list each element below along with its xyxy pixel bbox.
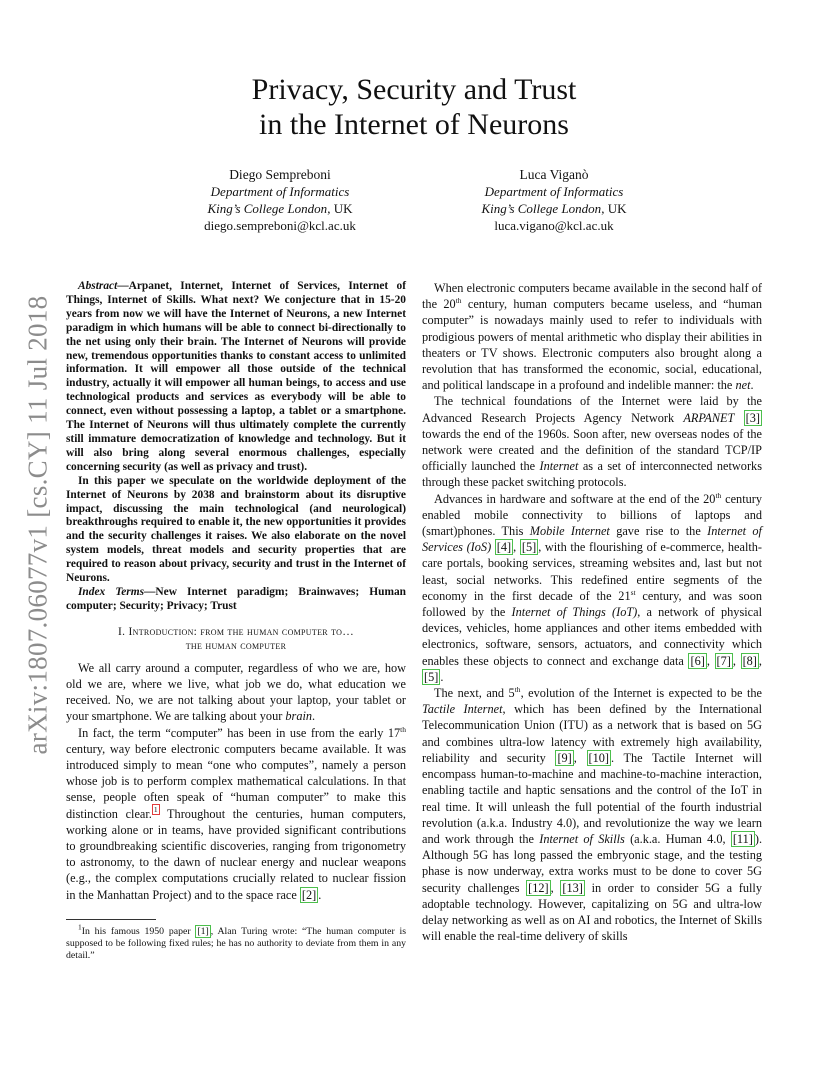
text: century, human computers became useless, and “human computer” is nowadays mainly used to refer to individuals with prodigious powers of mental arithmetic who display their abilities in theaters or TV shows. Electronic computers also brought along a revolution that has transformed the economic, social, educational, and political landscape in a profound and indelible manner: the <box>422 297 762 393</box>
abstract-text-1: —Arpanet, Internet, Internet of Services, Internet of Things, Internet of Skills. What next? We conjecture that in 15-20 years from now we will have the Internet of Neurons, a new Internet paradigm in which humans will be able to connect bi-directionally to the net using only their brain. The Internet of Neurons will provide new, tremendous opportunities thanks to constant access to unlimited information. It will empower all those outside of the technical industry, actually it will empower all human beings, to access and use technological products and services as everybody will be able to connect, even without possessing a laptop, a tablet or a smartphone. The Internet of Neurons will thus ultimately complete the currently still immature democratization of knowledge and technology. But it will also bring along several enormous challenges, especially concerning security (as well as privacy and trust). <box>66 280 406 473</box>
index-terms <box>66 586 406 614</box>
text: ). Although 5G has long passed the embryonic stage, and the testing phase is now underway, extra works must to be done to cover 5G security challenges <box>422 831 763 895</box>
citation-link[interactable]: [1] <box>197 925 209 937</box>
citation-link[interactable]: [12] <box>528 880 549 895</box>
text: The next, and 5 <box>434 686 515 701</box>
text: Throughout the centuries, human computers, working alone or in teams, have provided significant contributions to groundbreaking scientific discoveries, ranging from trigonometry to astronomy, to the dawn of nuclear energy and nuclear weapons (e.g., the complex computations crucially related to nuclear fission in the Manhattan Project) and to the space race <box>66 806 406 902</box>
emphasis: net <box>735 378 751 393</box>
arxiv-identifier <box>18 295 58 755</box>
citation-link[interactable]: [13] <box>562 880 583 895</box>
emphasis: Internet of Services (IoS) <box>422 524 762 555</box>
text: , evolution of the Internet is expected to be the <box>520 686 762 701</box>
text: . <box>312 709 316 724</box>
section-number: I. <box>118 625 129 638</box>
author-country: , UK <box>327 201 353 216</box>
superscript: th <box>455 296 462 306</box>
author-block-2 <box>404 166 704 234</box>
text: . The Tactile Internet will encompass human-to-machine and machine-to-machine interaction, enabling tactile and haptic sensations and the control of the IoT in real time. It will unleash the full potential of the fourth industrial revolution (a.k.a. Industry 4.0), and revolutionize the way we learn and work through the <box>422 750 762 846</box>
author-department: Department of Informatics <box>210 184 350 199</box>
text: In fact, the term “computer” has been in use from the early 17 <box>78 725 401 740</box>
author-name: Diego Sempreboni <box>229 167 331 182</box>
citation-link[interactable]: [5] <box>521 540 537 555</box>
paper-title <box>0 72 828 142</box>
text: in order to consider 5G a fully adoptable technology. However, capitalizing on 5G and ultra-low delay networking as well as on AI and robotics, the Internet of Skills will enable the real-time delivery of skills <box>422 880 762 944</box>
footnote <box>66 922 407 962</box>
footnote-divider <box>66 919 156 920</box>
right-paragraph-3: Advances in hardware and software at the end of the 20th century enabled mobile connectivity to billions of laptops and (smart)phones. This Mobile Internet gave rise to the Internet of Services (IoS) [4] , [5] , with the flourishing of e-commerce, health-care portals, booking services, streaming websites and, last but not least, social networks. This redefined entire segments of the economy in the first decade of the 21st century, and was soon followed by the Internet of Things (IoT), a network of physical devices, vehicles, home appliances and other items embedded with electronics, software, sensors, actuators, and connectivity which enables these objects to connect and exchange data [6] , [7] , [8] , [5] . <box>422 490 763 684</box>
text: We all carry around a computer, regardless of who we are, how old we are, where we live, what job we do, what education we received. No, we are not talking about your laptop, your tablet or your smartphone. We are talking about your <box>66 660 406 724</box>
emphasis: Tactile Internet <box>422 702 503 717</box>
citation-link[interactable]: [11] <box>732 831 753 846</box>
text: , Alan Turing wrote: “The human computer is supposed to be following fixed rules; he has no authority to deviate from them in any detail.” <box>66 925 407 961</box>
author-email[interactable]: luca.vigano@kcl.ac.uk <box>494 218 614 233</box>
text: . <box>318 887 322 902</box>
author-country: , UK <box>601 201 627 216</box>
emphasis: Internet of Things (IoT) <box>511 605 638 620</box>
text: , which has been defined by the International Telecommunication Union (ITU) as a network that is based on 5G and combines ultra-low latency with extremely high availability, reliability and security <box>422 702 762 765</box>
title-line-1: Privacy, Security and Trust <box>251 73 577 106</box>
text: When electronic computers became available in the second half of the 20 <box>422 281 762 312</box>
author-email[interactable]: diego.sempreboni@kcl.ac.uk <box>204 218 356 233</box>
footnote-link[interactable]: 1 <box>153 805 158 815</box>
emphasis: brain <box>285 709 313 724</box>
superscript: th <box>514 684 521 694</box>
text: In his famous 1950 paper <box>81 925 196 937</box>
citation-link[interactable]: [5] <box>424 669 439 684</box>
text: century enabled mobile connectivity to billions of laptops and (smart)phones. This <box>422 491 763 539</box>
citation-link[interactable]: [3] <box>745 410 760 425</box>
right-column <box>422 280 762 944</box>
text: century, way before electronic computers became available. It was introduced simply to mean “one who computes”, namely a person whose job is to perform complex mathematical calculations. In that sense, people often speak of “human computer” to make this distinction clear. <box>66 741 406 821</box>
text: , a network of physical devices, vehicles, home appliances and other items embedded with electronics, software, sensors, actuators, and connectivity which enables these objects to connect and exchange data <box>422 605 762 668</box>
text: (a.k.a. Human 4.0, <box>624 831 731 846</box>
footnote-mark: 1 <box>78 922 82 932</box>
right-paragraph-1 <box>422 280 762 393</box>
text: . <box>750 378 754 393</box>
emphasis: Mobile Internet <box>529 524 610 539</box>
author-name: Luca Viganò <box>519 167 589 182</box>
author-department: Department of Informatics <box>484 184 624 199</box>
text: The technical foundations of the Internet were laid by the Advanced Research Projects Agency Network <box>422 394 762 425</box>
right-paragraph-4: The next, and 5th, evolution of the Internet is expected to be the Tactile Internet, which has been defined by the International Telecommunication Union (ITU) as a network that is based on 5G and combines ultra-low latency with extremely high availability, reliability and security [9] , [10] . The Tactile Internet will encompass human-to-machine and machine-to-machine interaction, enabling tactile and haptic sensations and the control of the IoT in real time. It will unleash the full potential of the fourth industrial revolution (a.k.a. Industry 4.0), and revolutionize the way we learn and work through the Internet of Skills (a.k.a. Human 4.0, [11] ). Although 5G has long passed the embryonic stage, and the testing phase is now underway, extra works must to be done to cover 5G security challenges [12] , [13] in order to consider 5G a fully adoptable technology. However, capitalizing on 5G and ultra-low delay networking as well as on AI and robotics, the Internet of Skills will enable the real-time delivery of skills <box>422 684 763 944</box>
superscript: st <box>630 587 636 597</box>
emphasis: Internet <box>539 459 579 474</box>
section-heading <box>66 625 406 653</box>
citation-link[interactable]: [9] <box>557 750 572 765</box>
citation-link[interactable]: [8] <box>742 653 757 668</box>
author-college: King’s College London <box>481 201 602 216</box>
right-paragraph-2 <box>422 393 762 490</box>
citation-link[interactable]: [7] <box>716 653 731 668</box>
left-column <box>66 280 406 962</box>
author-block-1 <box>130 166 430 234</box>
section-title-line-1: Introduction: from the human computer to… <box>128 625 354 638</box>
intro-paragraph-2 <box>66 725 406 903</box>
text: as a set of interconnected networks through these packet switching protocols. <box>422 459 762 490</box>
abstract-paragraph-2: In this paper we speculate on the worldwide deployment of the Internet of Neurons by 2038 and brainstorm about its disruptive impact, discussing the main technological (and neurological) breakthroughs required to enable it, the new opportunities it provides and the security challenges it raises. We also elaborate on the novel system models, threat models and security properties that are required to reason about privacy, security and trust in the Internet of Neurons. <box>66 474 406 585</box>
section-title-line-2: the human computer <box>185 639 287 652</box>
intro-paragraph-1 <box>66 660 406 725</box>
index-terms-text: —New Internet paradigm; Brainwaves; Human computer; Security; Privacy; Trust <box>66 585 406 612</box>
emphasis: ARPANET <box>683 410 735 425</box>
text: century, and was soon followed by the <box>422 588 762 620</box>
emphasis: Internet of Skills <box>539 831 625 846</box>
text: towards the end of the 1960s. Soon after, new overseas nodes of the network were created and the definition of the standard TCP/IP officially launched the <box>422 426 762 474</box>
citation-link[interactable]: [2] <box>301 887 317 902</box>
index-terms-label: Index Terms <box>78 585 145 598</box>
citation-link[interactable]: [6] <box>690 653 705 668</box>
text: gave rise to the <box>609 524 708 539</box>
superscript: th <box>400 724 406 734</box>
arxiv-id-text: arXiv:1807.06077v1 [cs.CY] 11 Jul 2018 <box>22 295 53 755</box>
text: Advances in hardware and software at the end of the 20 <box>434 491 716 506</box>
abstract-label: Abstract <box>78 280 118 292</box>
text: , with the flourishing of e-commerce, health-care portals, booking services, streaming websites and, last but not least, social networks. This redefined entire segments of the economy in the first decade of the 21 <box>422 540 763 603</box>
superscript: th <box>715 490 722 500</box>
abstract-paragraph-1 <box>66 280 406 475</box>
citation-link[interactable]: [4] <box>496 540 512 555</box>
title-line-2: in the Internet of Neurons <box>259 108 569 141</box>
author-college: King’s College London <box>207 201 328 216</box>
citation-link[interactable]: [10] <box>588 750 610 765</box>
